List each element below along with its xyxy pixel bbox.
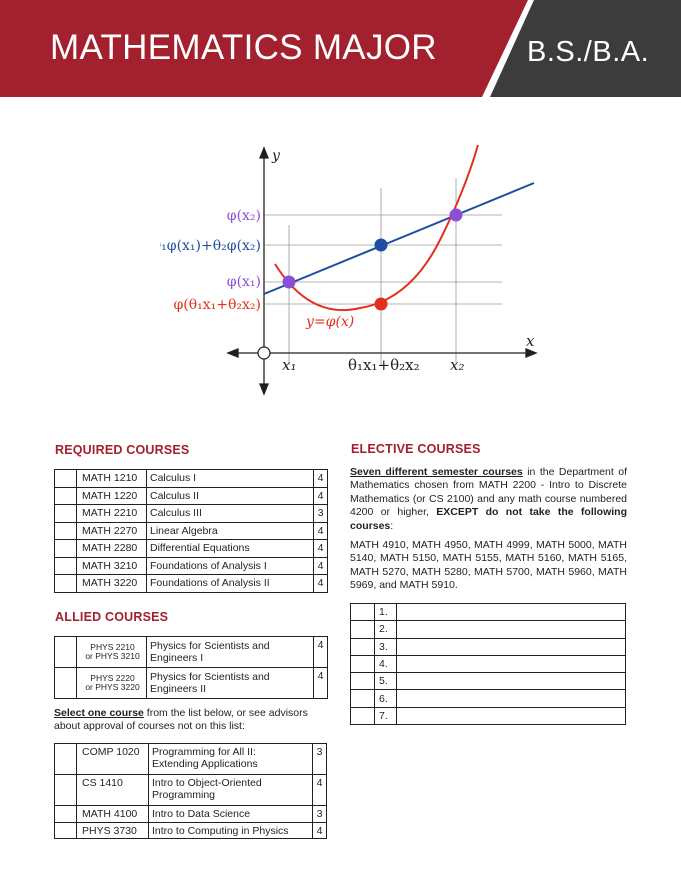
allied-heading: ALLIED COURSES: [55, 610, 169, 624]
checkbox-cell[interactable]: [351, 604, 375, 621]
course-row: [55, 822, 327, 839]
course-name: Linear Algebra: [147, 522, 314, 540]
course-credits: 4: [314, 487, 328, 505]
checkbox-cell[interactable]: [55, 822, 77, 839]
course-credits: 4: [313, 775, 327, 806]
elective-desc-bold: Seven different semester courses: [350, 466, 523, 478]
elective-desc-end: :: [390, 519, 394, 532]
course-name: Differential Equations: [147, 540, 314, 558]
course-row: [55, 540, 328, 558]
course-code: MATH 3210: [77, 557, 147, 575]
gridlines: [265, 178, 502, 365]
course-name-cell: [149, 775, 313, 806]
checkbox-cell[interactable]: [351, 638, 375, 655]
course-code: MATH 2210: [77, 505, 147, 523]
elective-description: [350, 466, 627, 533]
allied-table: [54, 636, 328, 699]
x-arrow-right: [526, 349, 536, 357]
point-phi-combo: [375, 298, 388, 311]
course-row: [55, 470, 328, 488]
elective-slot-row: [351, 655, 626, 672]
course-name-line2: Extending Applications: [152, 758, 258, 770]
allied-note-bold: Select one course: [54, 707, 144, 719]
course-code-alt: or PHYS 3210: [85, 651, 140, 661]
course-code: COMP 1020: [77, 744, 149, 775]
degree-label: B.S./B.A.: [527, 36, 650, 68]
course-code: MATH 1210: [77, 470, 147, 488]
course-row: [55, 637, 328, 668]
elective-slots-table: [350, 603, 626, 725]
course-name-line1: Intro to Data Science: [152, 808, 251, 820]
slot-number: 1.: [375, 604, 397, 621]
course-name: Calculus II: [147, 487, 314, 505]
allied-note: [54, 707, 331, 733]
elective-desc-except: EXCEPT do not take the following courses: [350, 506, 627, 532]
elective-slot-row: [351, 638, 626, 655]
checkbox-cell[interactable]: [55, 575, 77, 593]
allied-note-text: from the list below, or see advisors about approval of courses not on this list:: [54, 707, 308, 732]
slot-number: 7.: [375, 707, 397, 724]
course-credits: 4: [313, 822, 327, 839]
slot-number: 4.: [375, 655, 397, 672]
course-code-cell: [77, 637, 147, 668]
elective-desc-text: in the Department of Mathematics chosen from MATH 2200 - Intro to Discrete Mathematics (or CS 2100) and any math course numbered 4200 or higher,: [350, 466, 627, 519]
course-code: MATH 2270: [77, 522, 147, 540]
checkbox-cell[interactable]: [351, 655, 375, 672]
page-title: MATHEMATICS MAJOR: [50, 28, 437, 67]
checkbox-cell[interactable]: [55, 557, 77, 575]
elective-slot-row: [351, 621, 626, 638]
course-name-line1: Programming for All II:: [152, 746, 256, 758]
slot-number: 2.: [375, 621, 397, 638]
label-curve: y=φ(x): [306, 314, 355, 330]
label-mid: θ₁x₁+θ₂x₂: [348, 356, 420, 374]
course-credits: 3: [314, 505, 328, 523]
checkbox-cell[interactable]: [351, 707, 375, 724]
course-name-line2: Engineers II: [150, 683, 207, 695]
slot-entry-field[interactable]: [397, 655, 626, 672]
course-name-line1: Intro to Computing in Physics: [152, 824, 289, 837]
course-name-line1: Physics for Scientists and: [150, 671, 270, 683]
label-combo: θ₁φ(x₁)+θ₂φ(x₂): [160, 238, 261, 254]
course-row: [55, 775, 327, 806]
elective-exclusion-list: MATH 4910, MATH 4950, MATH 4999, MATH 5000, MATH 5140, MATH 5150, MATH 5155, MATH 5160, MATH 5165, MATH 5270, MATH 5280, MATH 5700, MATH 5960, MATH 5969, and MATH 5910.: [350, 539, 627, 592]
y-arrow-bottom: [260, 384, 268, 394]
checkbox-cell[interactable]: [55, 540, 77, 558]
course-name: Calculus III: [147, 505, 314, 523]
checkbox-cell[interactable]: [55, 522, 77, 540]
label-phi-x2: φ(x₂): [226, 208, 261, 224]
course-code-alt: or PHYS 3220: [85, 682, 140, 692]
course-credits: 4: [314, 522, 328, 540]
x-arrow-left: [228, 349, 238, 357]
checkbox-cell[interactable]: [351, 673, 375, 690]
elective-slot-row: [351, 604, 626, 621]
slot-number: 3.: [375, 638, 397, 655]
y-axis-label: y: [272, 148, 280, 164]
course-name-cell: [149, 744, 313, 775]
course-name: Foundations of Analysis II: [147, 575, 314, 593]
slot-number: 6.: [375, 690, 397, 707]
elective-slot-row: [351, 673, 626, 690]
course-code: MATH 1220: [77, 487, 147, 505]
course-credits: 4: [314, 470, 328, 488]
label-x1: x₁: [282, 356, 297, 374]
course-code: MATH 4100: [77, 806, 149, 823]
slot-entry-field[interactable]: [397, 707, 626, 724]
course-code: PHYS 2210: [90, 642, 135, 652]
checkbox-cell[interactable]: [55, 806, 77, 823]
point-phi-x2: [450, 209, 463, 222]
course-credits: 3: [313, 806, 327, 823]
slot-number: 5.: [375, 673, 397, 690]
secant-line: [264, 183, 534, 294]
slot-entry-field[interactable]: [397, 690, 626, 707]
course-name-cell: [149, 806, 313, 823]
checkbox-cell[interactable]: [351, 621, 375, 638]
slot-entry-field[interactable]: [397, 673, 626, 690]
point-combo: [375, 239, 388, 252]
convexity-graph: [160, 140, 550, 400]
checkbox-cell[interactable]: [55, 668, 77, 699]
course-credits: 4: [314, 540, 328, 558]
course-row: [55, 505, 328, 523]
checkbox-cell[interactable]: [55, 637, 77, 668]
course-row: [55, 668, 328, 699]
course-row: [55, 744, 327, 775]
label-x2: x₂: [450, 356, 465, 374]
course-name: Foundations of Analysis I: [147, 557, 314, 575]
course-row: [55, 522, 328, 540]
required-table: [54, 469, 328, 593]
elective-heading: ELECTIVE COURSES: [351, 442, 481, 456]
checkbox-cell[interactable]: [55, 775, 77, 806]
required-heading: REQUIRED COURSES: [55, 443, 190, 457]
origin-circle: [258, 347, 270, 359]
course-name-cell: [149, 822, 313, 839]
course-credits: 4: [314, 557, 328, 575]
slot-entry-field[interactable]: [397, 638, 626, 655]
course-code: PHYS 2220: [90, 673, 135, 683]
checkbox-cell[interactable]: [351, 690, 375, 707]
course-row: [55, 575, 328, 593]
course-code: MATH 2280: [77, 540, 147, 558]
label-phi-combo: φ(θ₁x₁+θ₂x₂): [173, 297, 261, 313]
course-credits: 4: [314, 637, 328, 668]
course-credits: 4: [314, 668, 328, 699]
course-row: [55, 806, 327, 823]
header-banner: [0, 0, 681, 97]
course-credits: 3: [313, 744, 327, 775]
course-name-cell: [147, 668, 314, 699]
course-name: Calculus I: [147, 470, 314, 488]
x-axis-label: x: [526, 332, 535, 350]
course-row: [55, 487, 328, 505]
course-row: [55, 557, 328, 575]
checkbox-cell[interactable]: [55, 505, 77, 523]
label-phi-x1: φ(x₁): [226, 274, 261, 290]
checkbox-cell[interactable]: [55, 744, 77, 775]
graph-svg: [160, 140, 550, 400]
course-code-cell: [77, 668, 147, 699]
elective-slot-row: [351, 707, 626, 724]
slot-entry-field[interactable]: [397, 604, 626, 621]
checkbox-cell[interactable]: [55, 487, 77, 505]
point-phi-x1: [283, 276, 296, 289]
course-credits: 4: [314, 575, 328, 593]
course-name-line2: Engineers I: [150, 652, 204, 664]
checkbox-cell[interactable]: [55, 470, 77, 488]
course-name-line1: Physics for Scientists and: [150, 640, 270, 652]
course-name-line2: Programming: [152, 789, 216, 801]
allied-extra-table: [54, 743, 327, 839]
convex-curve: [275, 145, 478, 310]
course-code: CS 1410: [77, 775, 149, 806]
course-name-cell: [147, 637, 314, 668]
course-name-line1: Intro to Object-Oriented: [152, 777, 262, 789]
elective-slot-row: [351, 690, 626, 707]
slot-entry-field[interactable]: [397, 621, 626, 638]
y-arrow-top: [260, 148, 268, 158]
course-code: MATH 3220: [77, 575, 147, 593]
course-code: PHYS 3730: [77, 822, 149, 839]
